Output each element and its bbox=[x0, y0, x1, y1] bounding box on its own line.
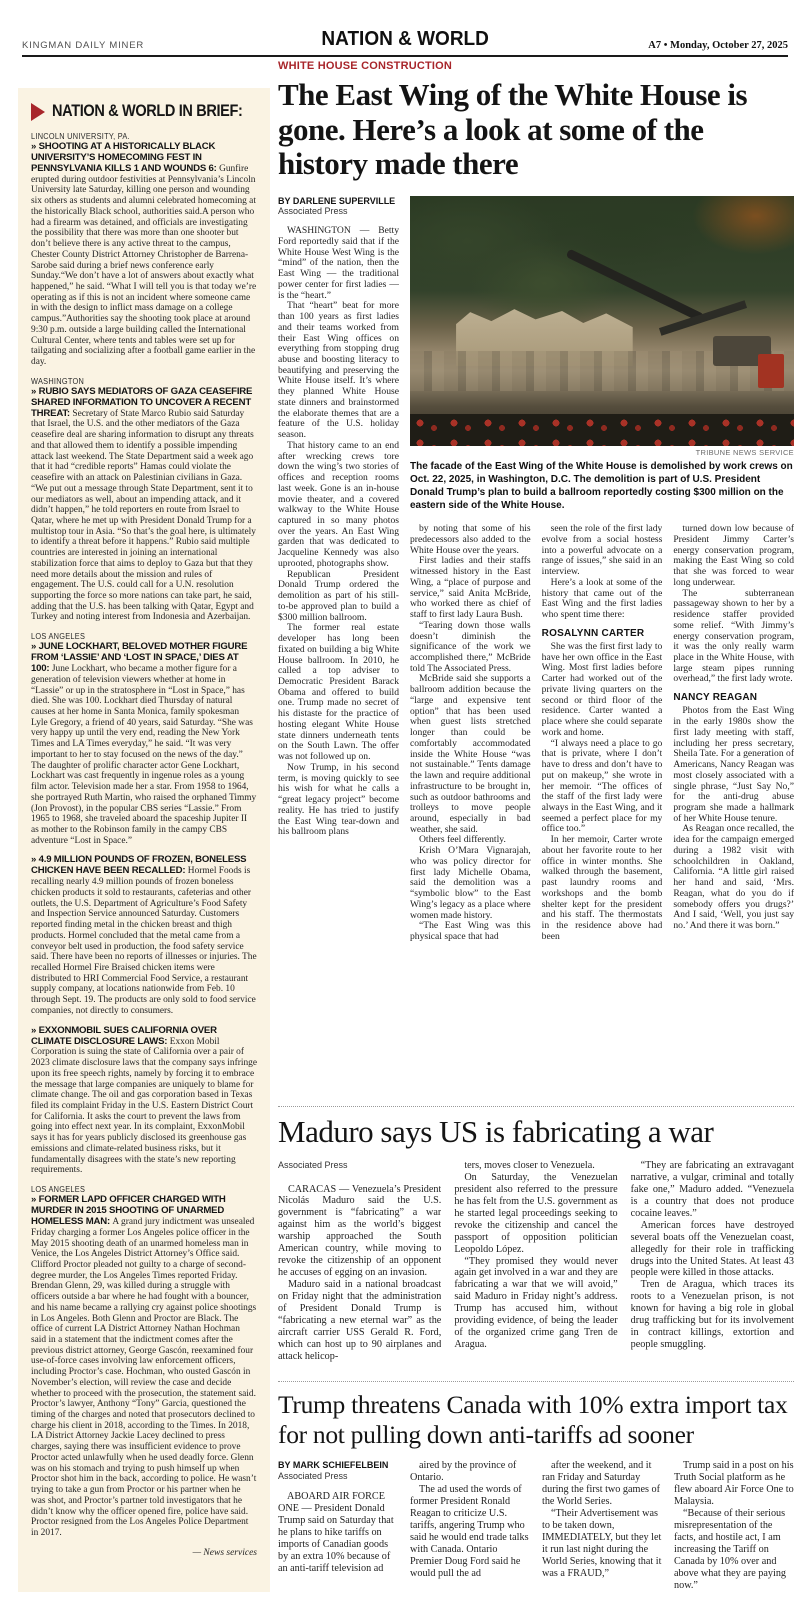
section-subhead: NANCY REAGAN bbox=[673, 692, 758, 704]
lead-byline: BY DARLENE SUPERVILLE bbox=[278, 196, 396, 207]
canada-byline-org: Associated Press bbox=[278, 1470, 348, 1481]
article-paragraph: Photos from the East Wing in the early 1980s show the first lady meeting with staff, including her press secretary, Sheila Tate. For a generation of Americans, Nancy Reagan was most closely associated with a single phrase, “Just Say No,” for the anti-drug abuse program she made a hallmark of her White House tenure. bbox=[673, 705, 795, 824]
section-title: NATION & WORLD bbox=[321, 28, 489, 50]
lead-column-1-text bbox=[278, 226, 399, 838]
article-paragraph: Others feel differently. bbox=[419, 834, 506, 846]
lead-article-column-1 bbox=[278, 196, 399, 1064]
lead-article-columns bbox=[410, 524, 794, 1090]
article-paragraph: As Reagan once recalled, the idea for the campaign emerged during a 1982 visit with schoolchildren in Oakland, California. “A little girl raised her hand and said, ‘Mrs. Reagan, what do you do if somebody offers you drugs?’ And I said, ‘Well, you just say no.’ And there it was born.” bbox=[673, 823, 795, 932]
article-paragraph: McBride said she supports a ballroom addition because the “large and expensive tent option” that has been used when guest lists stretched longer than could be comfortably accommodated inside the White House “was not sustainable.” Tents damage the lawn and require additional infrastructure to be brought in, such as outdoor bathrooms and trolleys to move people around, especially in bad weather, she said. bbox=[410, 673, 531, 835]
page-folio: A7 • Monday, October 27, 2025 bbox=[648, 40, 788, 51]
article-paragraph: She was the first first lady to have her own office in the East Wing. Most first ladies before Carter had worked out of the private living quarters on the second or third floor of the residence. Carter wanted a place where she could separate work and home. bbox=[541, 640, 663, 738]
brief-headline: » FORMER LAPD OFFICER CHARGED WITH MURDER IN 2015 SHOOTING OF UNARMED HOMELESS MAN: bbox=[31, 1194, 226, 1227]
brief-text: » FORMER LAPD OFFICER CHARGED WITH MURDER IN 2015 SHOOTING OF UNARMED HOMELESS MAN: A grand jury indictment was unsealed Friday charging a former Los Angeles police officer in the May 2015 shooting death of an unarmed homeless man in Venice, the Los Angeles District Attorney’s Office said. Clifford Proctor pleaded not guilty to a charge of second-degree murder, the Los Angeles Times reported Friday. Brendan Glenn, 29, was killed during a struggle with officers outside a bar where he had fought with a bouncer, and his name became a rallying cry against police shootings in Los Angeles. Both Glenn and Proctor are Black. The office of current LA District Attorney Nathan Hochman said in a statement that the indictment comes after the previous district attorney, George Gascón, reexamined four use-of-force cases involving law enforcement officers, including Proctor’s case. Hochman, who ousted Gascón in November’s election, will review the case and decide whether to proceed with the prosecution, the statement said. Proctor’s lawyer, Anthony “Tony” Garcia, questioned the timing of the charges and noted that prosecutors declined to charge his client in 2018, according to the Times. In 2018, LA District Attorney Jackie Lacey declined to press charges, saying there was insufficient evidence to prove Proctor acted unlawfully when he used deadly force. Glenn was on his stomach and trying to push himself up when Proctor shot him in the back, according to police. He wasn’t trying to take a gun from Proctor or his partner when he was shot, and Proctor’s partner told investigators that he didn’t know why the officer opened fire, police have said. Proctor resigned from the Los Angeles Police Department in 2017. bbox=[31, 1194, 257, 1538]
article-paragraph: The ad used the words of former President Ronald Reagan to criticize U.S. tariffs, angering Trump who said he would end trade talks with Canada. Ontario Premier Doug Ford said he would pull the ad bbox=[410, 1484, 529, 1579]
maduro-column-1 bbox=[278, 1160, 441, 1368]
canada-article bbox=[278, 1381, 794, 1612]
masthead bbox=[22, 28, 788, 57]
article-paragraph: Republican President Donald Trump ordered the demolition as part of his still-to-be approved plan to build a $300 million ballroom. bbox=[278, 568, 399, 623]
article-paragraph: aired by the province of Ontario. bbox=[410, 1460, 517, 1484]
paper-name: KINGMAN DAILY MINER bbox=[22, 40, 145, 51]
brief-dateline: LOS ANGELES bbox=[31, 1185, 86, 1195]
lead-article-column-4 bbox=[673, 524, 794, 1090]
article-paragraph: ABOARD AIR FORCE ONE — President Donald Trump said on Saturday that he plans to hike tariffs on imports of Canadian goods by an extra 10% because of an anti-tariff television ad bbox=[278, 1491, 394, 1574]
brief-item bbox=[31, 132, 257, 368]
article-paragraph: Tren de Aragua, which traces its roots to a Venezuelan prison, is not known for having a big role in global drug trafficking but for its involvement in contract killings, extortion and people smuggling. bbox=[630, 1279, 794, 1351]
maduro-column-3 bbox=[631, 1160, 794, 1368]
article-paragraph: Krish O’Mara Vignarajah, who was policy director for first lady Michelle Obama, said the demolition was a “symbolic blow” to the East Wing’s legacy as a place where women made history. bbox=[410, 845, 531, 921]
brief-text: » SHOOTING AT A HISTORICALLY BLACK UNIVERSITY’S HOMECOMING FEST IN PENNSYLVANIA KILLS 1 AND WOUNDS 6: Gunfire erupted during outdoor festivities at Pennsylvania’s Lincoln University late Saturday, killing one person and wounding six others as students and alumni celebrated homecoming at the historically Black school, authorities said.A person who had a firearm was detained, and officials are investigating the possibility that there was more than one shooter but don’t believe there is any active threat to the campus, Chester County District Attorney Christopher de Barrena-Sarobe said during a brief news conference early Sunday.“We don’t have a lot of answers about exactly what happened,” he said. “What I will tell you is that today we’re operating as if this is not an incident where someone came in with the design to inflict mass damage on a college campus.”Authorities say the shooting took place at around 9:30 p.m. outside a large building called the International Cultural Center, where tents and tables were set up for tailgating and socializing after a football game earlier in the day. bbox=[31, 141, 257, 367]
article-paragraph: American forces have destroyed several boats off the Venezuelan coast, allegedly for their role in trafficking drugs into the United States. At least 43 people were killed in those attacks. bbox=[630, 1219, 794, 1279]
brief-dateline: WASHINGTON bbox=[31, 376, 85, 386]
brief-dateline: LOS ANGELES bbox=[31, 632, 86, 642]
lead-article-column-2 bbox=[410, 524, 531, 1090]
brief-headline: » 4.9 MILLION POUNDS OF FROZEN, BONELESS CHICKEN HAVE BEEN RECALLED: bbox=[31, 854, 247, 877]
brief-item bbox=[31, 1185, 257, 1539]
article-paragraph: First ladies and their staffs witnessed history in the East Wing, a “place of purpose and service,” said Anita McBride, who worked there as chief of staff to first lady Laura Bush. bbox=[410, 555, 531, 621]
article-paragraph: Maduro said in a national broadcast on Friday night that the administration of President Donald Trump is “fabricating a new eternal war” as the aircraft carrier USS Gerald R. Ford, which can host up to 90 airplanes and attack helicop- bbox=[278, 1279, 442, 1362]
red-machinery-shape bbox=[758, 354, 784, 388]
article-kicker: WHITE HOUSE CONSTRUCTION bbox=[278, 60, 453, 72]
brief-text: » JUNE LOCKHART, BELOVED MOTHER FIGURE FROM ‘LASSIE’ AND ‘LOST IN SPACE,’ DIES AT 100: June Lockhart, who became a mother figure for a generation of television viewers whether at home in “Lassie” or up in the stratosphere in “Lost in Space,” has died. She was 100. Lockhart died Thursday of natural causes at her home in Santa Monica, family spokesman Lyle Gregory, a friend of 40 years, said Saturday. “She was very happy up until the very end, reading the New York Times and LA Times everyday,” he said. “It was very important to her to stay focused on the news of the day.” The daughter of prolific character actor Gene Lockhart, Lockhart was cast frequently in ingenue roles as a young film actor. Television made her a star. From 1958 to 1964, she portrayed Ruth Martin, who raised the orphaned Timmy (Jon Provost), in the popular CBS series “Lassie.” From 1965 to 1968, she traveled aboard the spaceship Jupiter II as mother to the Robinson family in the campy CBS adventure “Lost in Space.” bbox=[31, 641, 257, 846]
canada-headline: Trump threatens Canada with 10% extra import tax for not pulling down anti-tariffs ad sooner bbox=[278, 1390, 788, 1450]
article-paragraph: “They are fabricating an extravagant narrative, a vulgar, criminal and totally fake one,” Maduro added. “Venezuela is a country that does not produce cocaine leaves.” bbox=[630, 1160, 794, 1219]
excavator-arm-shape bbox=[565, 249, 704, 323]
brief-item bbox=[31, 855, 257, 1016]
article-paragraph: The subterranean passageway shown to her by a residence staffer provided some relief. “With Jimmy’s energy conservation program, it was the only really warm place in the White House, with large steam pipes running overhead,” the first lady wrote. bbox=[673, 587, 795, 685]
article-paragraph: That “heart” beat for more than 100 years as first ladies and their teams worked from their East Wing offices on everything from stopping drug abuse and boosting literacy to beautifying and preserving the White House itself. It’s where they planned White House state dinners and brainstormed the elaborate themes that are a feature of the U.S. holiday season. bbox=[278, 300, 399, 441]
photo-caption: The facade of the East Wing of the White House is demolished by work crews on Oct. 22, 2025, in Washington, D.C. The demolition is part of U.S. President Donald Trump’s plan to build a ballroom reportedly costing $300 million on the eastern side of the White House. bbox=[410, 461, 793, 512]
red-flowers-row-shape bbox=[410, 414, 794, 447]
article-paragraph: In her memoir, Carter wrote about her favorite route to her office in winter months. She walked through the basement, past laundry rooms and workshops and the bomb shelter kept for the president and his staff. The thermostats in the residence above had been bbox=[541, 834, 663, 942]
article-paragraph: Trump said in a post on his Truth Social platform as he flew aboard Air Force One to Malaysia. bbox=[674, 1460, 794, 1507]
article-paragraph: by noting that some of his predecessors also added to the White House over the years. bbox=[410, 524, 531, 556]
maduro-column-1-text bbox=[278, 1184, 441, 1363]
brief-text: » EXXONMOBIL SUES CALIFORNIA OVER CLIMATE DISCLOSURE LAWS: Exxon Mobil Corporation is suing the state of California over a pair of 2023 climate disclosure laws that the company says infringe upon its free speech rights, namely by forcing it to embrace the message that large companies are uniquely to blame for climate change. The oil and gas corporation based in Texas filed its complaint Friday in the U.S. Eastern District Court for California. It asks the court to prevent the laws from going into effect next year. In its complaint, ExxonMobil says it has for years publicly disclosed its greenhouse gas emissions and climate-related business risks, but it fundamentally disagrees with the state’s new reporting requirements. bbox=[31, 1024, 257, 1176]
canada-column-3 bbox=[542, 1460, 662, 1612]
article-paragraph: The former real estate developer has long been fixated on building a big White House ballroom. In 2010, he called a top adviser to Democratic President Barack Obama and offered to build one. Trump made no secret of his distaste for the practice of hosting elegant White House state dinners underneath tents on the South Lawn. The offer was not followed up on. bbox=[278, 622, 399, 763]
brief-headline: » SHOOTING AT A HISTORICALLY BLACK UNIVERSITY’S HOMECOMING FEST IN PENNSYLVANIA KILLS 1 AND WOUNDS 6: bbox=[31, 141, 220, 174]
article-paragraph: after the weekend, and it ran Friday and Saturday during the first two games of the World Series. bbox=[542, 1460, 660, 1507]
brief-headline: » RUBIO SAYS MEDIATORS OF GAZA CEASEFIRE SHARED INFORMATION TO UNCOVER A RECENT THREAT: bbox=[31, 385, 253, 419]
article-paragraph: “They promised they would never again get involved in a war and they are fabricating a war that we will avoid,” said Maduro in Friday night’s address. Trump has accused him, without providing evidence, of being the leader of the organized crime gang Tren de Aragua. bbox=[454, 1255, 618, 1351]
lead-article-body bbox=[278, 196, 794, 1090]
dotted-rule bbox=[278, 1381, 794, 1382]
article-paragraph: “The East Wing was this physical space that had bbox=[410, 920, 531, 943]
maduro-article bbox=[278, 1106, 794, 1368]
maduro-column-2 bbox=[454, 1160, 617, 1368]
lead-article-right-area bbox=[410, 196, 794, 1090]
article-paragraph: Here’s a look at some of the history that came out of the East Wing and the first ladies who spent time there: bbox=[541, 576, 663, 621]
canada-byline: BY MARK SCHIEFELBEIN bbox=[278, 1460, 389, 1471]
canada-column-1 bbox=[278, 1460, 398, 1612]
brief-dateline: LINCOLN UNIVERSITY, PA. bbox=[31, 132, 130, 141]
lead-article bbox=[278, 60, 794, 1090]
briefs-list bbox=[31, 132, 257, 1539]
article-paragraph: ters, moves closer to Venezuela. bbox=[464, 1160, 595, 1171]
article-paragraph: WASHINGTON — Betty Ford reportedly said that if the White House West Wing is the “mind” of the nation, then the East Wing — the traditional power center for first ladies — is the “heart.” bbox=[278, 225, 399, 301]
article-paragraph: CARACAS — Venezuela’s President Nicolás Maduro said the U.S. government is “fabricating” a war against him as the world’s biggest warship approached the South American country, while moving to revoke the citizenship of an opponent he accuses of egging on an invasion. bbox=[278, 1183, 442, 1279]
article-paragraph: That history came to an end after wrecking crews tore down the wing’s two stories of offices and reception rooms last week. Gone is an in-house movie theater, and a covered walkway to the White House captured in so many photos over the years. An East Wing garden that was dedicated to Jacqueline Kennedy was also uprooted, photographs show. bbox=[278, 439, 399, 569]
article-paragraph: “I always need a place to go that is private, where I don’t have to dress and don’t have to put on makeup,” she wrote in her memoir. “The offices of the staff of the first lady were always in the East Wing, and it seemed a perfect place for my office too.” bbox=[541, 737, 663, 835]
briefs-signoff: — News services bbox=[192, 1547, 257, 1558]
article-paragraph: Now Trump, in his second term, is moving quickly to see his wish for what he calls a “great legacy project” become reality. He has tried to justify the East Wing tear-down and his ballroom plans bbox=[278, 761, 399, 838]
lead-article-column-3 bbox=[542, 524, 663, 1090]
canada-column-4 bbox=[674, 1460, 794, 1612]
maduro-byline-org: Associated Press bbox=[278, 1160, 348, 1170]
article-paragraph: “Their Advertisement was to be taken down, IMMEDIATELY, but they let it run last night during the World Series, knowing that it was a FRAUD,” bbox=[542, 1507, 662, 1579]
briefs-title: NATION & WORLD IN BRIEF: bbox=[52, 102, 243, 120]
lead-headline: The East Wing of the White House is gone. Here’s a look at some of the history made there bbox=[278, 77, 748, 182]
lead-byline-org: Associated Press bbox=[278, 206, 348, 217]
briefs-sidebar bbox=[18, 88, 270, 1592]
maduro-columns bbox=[278, 1160, 794, 1368]
canada-column-1-text bbox=[278, 1491, 398, 1575]
brief-text: » 4.9 MILLION POUNDS OF FROZEN, BONELESS CHICKEN HAVE BEEN RECALLED: Hormel Foods is recalling nearly 4.9 million pounds of frozen boneless chicken products it sold to restaurants, cafeterias and other outlets, the U.S. Department of Agriculture’s Food Safety and Inspection Service announced Saturday. Customers reported finding metal in the chicken breast and thigh products. Hormel concluded that the metal came from a conveyor belt used in production, the food safety service said. There have been no reports of illnesses or injuries. The recalled Hormel Fire Braised chicken items were distributed to HRI Commercial Food Service, a restaurant supply company, at locations nationwide from Feb. 10 through Sept. 19. The products are only sold to food service companies, not directly to consumers. bbox=[31, 854, 257, 1016]
brief-text: » RUBIO SAYS MEDIATORS OF GAZA CEASEFIRE SHARED INFORMATION TO UNCOVER A RECENT THREAT: Secretary of State Marco Rubio said Saturday that Israel, the U.S. and the other mediators of the Gaza ceasefire deal are sharing information to disrupt any threats and that allowed them to identify a possible impending attack last weekend. The State Department said a week ago that it had “credible reports” Hamas could violate the ceasefire with an attack on Palestinian civilians in Gaza. “We put out a message through State Department, sent it to our mediators as well, about an impending attack, and it didn’t happen,” he told reporters en route from Israel to Qatar, where he met up with President Donald Trump for a multistop tour in Asia. “So that’s the goal here, is ultimately to identify a threat before it happens.” Rubio said multiple countries are interested in joining an international stabilization force that aims to deploy to Gaza but that they need more details about the mission and rules of engagement. The U.S. could call for a U.N. resolution supporting the force so more nations can take part, he said, adding that the U.S. has been talking with Qatar, Egypt and Turkey and noting interest from Indonesia and Azerbaijan. bbox=[31, 385, 256, 623]
section-subhead: ROSALYNN CARTER bbox=[541, 627, 645, 639]
canada-column-2 bbox=[410, 1460, 530, 1612]
demolition-photo bbox=[410, 196, 794, 446]
brief-headline: » EXXONMOBIL SUES CALIFORNIA OVER CLIMATE DISCLOSURE LAWS: bbox=[31, 1024, 217, 1047]
briefs-header bbox=[31, 102, 257, 121]
brief-item bbox=[31, 632, 257, 846]
article-paragraph: “Tearing down those walls doesn’t diminish the significance of the work we accomplished there,” McBride told The Associated Press. bbox=[410, 619, 531, 674]
dotted-rule bbox=[278, 1106, 794, 1107]
maduro-headline: Maduro says US is fabricating a war bbox=[278, 1114, 714, 1149]
photo-credit: TRIBUNE NEWS SERVICE bbox=[695, 448, 794, 458]
article-paragraph: seen the role of the first lady evolve from a social hostess into a powerful advocate on a range of issues,” she said in an interview. bbox=[541, 524, 663, 578]
article-paragraph: On Saturday, the Venezuelan president also referred to the pressure he has felt from the U.S. government as he started legal proceedings seeking to revoke the citizenship and cancel the passport of opposition politician Leopoldo López. bbox=[454, 1171, 618, 1255]
brief-item bbox=[31, 1026, 257, 1176]
article-paragraph: “Because of their serious misrepresentation of the facts, and hostile act, I am increasing the Tariff on Canada by 10% over and above what they are paying now.” bbox=[674, 1507, 787, 1591]
brief-headline: » JUNE LOCKHART, BELOVED MOTHER FIGURE FROM ‘LASSIE’ AND ‘LOST IN SPACE,’ DIES AT 100: bbox=[31, 641, 248, 674]
canada-columns bbox=[278, 1460, 794, 1612]
brief-item bbox=[31, 377, 257, 623]
triangle-bullet-icon bbox=[31, 103, 45, 121]
article-paragraph: turned down low because of President Jimmy Carter’s energy conservation program, making the East Wing so cold that she was forced to wear long underwear. bbox=[673, 524, 795, 588]
